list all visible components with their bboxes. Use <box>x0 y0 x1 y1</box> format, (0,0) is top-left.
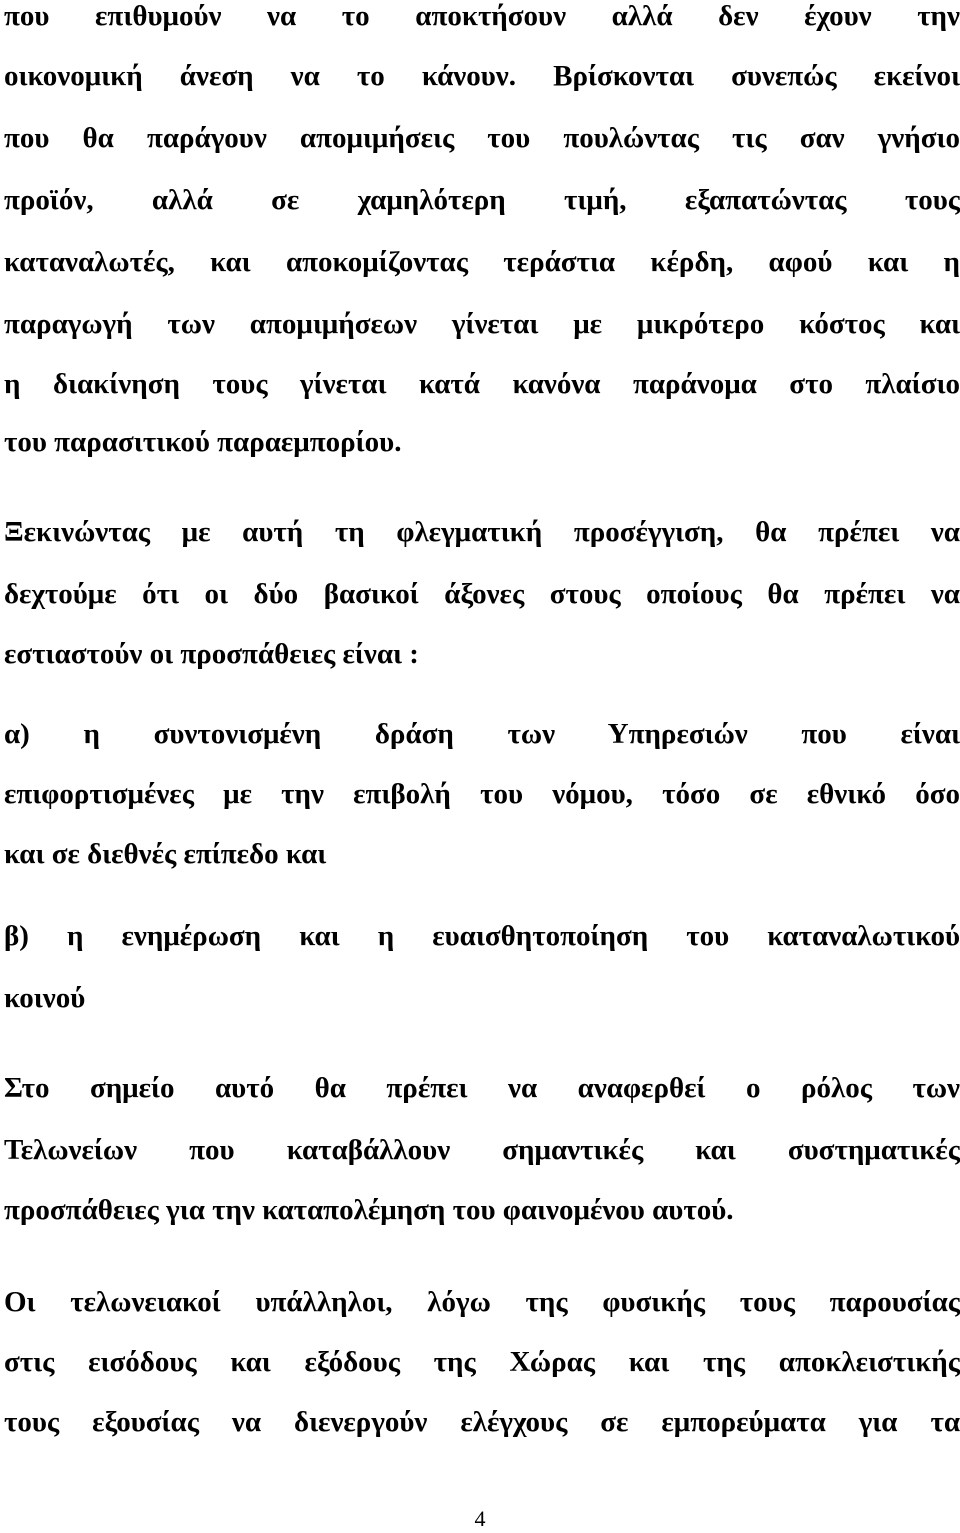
text-line: Οι τελωνειακοί υπάλληλοι, λόγω της φυσικής τους παρουσίας <box>4 1286 960 1318</box>
text-line: Ξεκινώντας με αυτή τη φλεγματική προσέγγιση, θα πρέπει να <box>4 516 960 548</box>
page-number: 4 <box>474 1506 486 1531</box>
text-line: επιφορτισμένες με την επιβολή του νόμου, τόσο σε εθνικό όσο <box>4 778 960 810</box>
text-line: που επιθυμούν να το αποκτήσουν αλλά δεν έχουν την <box>4 0 960 32</box>
text-line: του παρασιτικού παραεμπορίου. <box>4 426 402 458</box>
text-line: παραγωγή των απομιμήσεων γίνεται με μικρότερο κόστος και <box>4 308 960 340</box>
text-line: οικονομική άνεση να το κάνουν. Βρίσκονται συνεπώς εκείνοι <box>4 60 960 92</box>
text-line: καταναλωτές, και αποκομίζοντας τεράστια κέρδη, αφού και η <box>4 246 960 278</box>
text-line: Τελωνείων που καταβάλλουν σημαντικές και συστηματικές <box>4 1134 960 1166</box>
text-line: προσπάθειες για την καταπολέμηση του φαινομένου αυτού. <box>4 1194 734 1226</box>
text-line: τους εξουσίας να διενεργούν ελέγχους σε εμπορεύματα για τα <box>4 1406 960 1438</box>
text-line: κοινού <box>4 982 86 1014</box>
text-line: α) η συντονισμένη δράση των Υπηρεσιών που είναι <box>4 718 960 750</box>
text-line: β) η ενημέρωση και η ευαισθητοποίηση του καταναλωτικού <box>4 920 960 952</box>
text-line: που θα παράγουν απομιμήσεις του πουλώντας τις σαν γνήσιο <box>4 122 960 154</box>
text-line: και σε διεθνές επίπεδο και <box>4 838 327 870</box>
text-line: Στο σημείο αυτό θα πρέπει να αναφερθεί ο ρόλος των <box>4 1072 960 1104</box>
text-line: προϊόν, αλλά σε χαμηλότερη τιμή, εξαπατώντας τους <box>4 184 960 216</box>
text-line: η διακίνηση τους γίνεται κατά κανόνα παράνομα στο πλαίσιο <box>4 368 960 400</box>
text-line: στις εισόδους και εξόδους της Χώρας και της αποκλειστικής <box>4 1346 960 1378</box>
text-line: εστιαστούν οι προσπάθειες είναι : <box>4 638 419 670</box>
text-line: δεχτούμε ότι οι δύο βασικοί άξονες στους οποίους θα πρέπει να <box>4 578 960 610</box>
